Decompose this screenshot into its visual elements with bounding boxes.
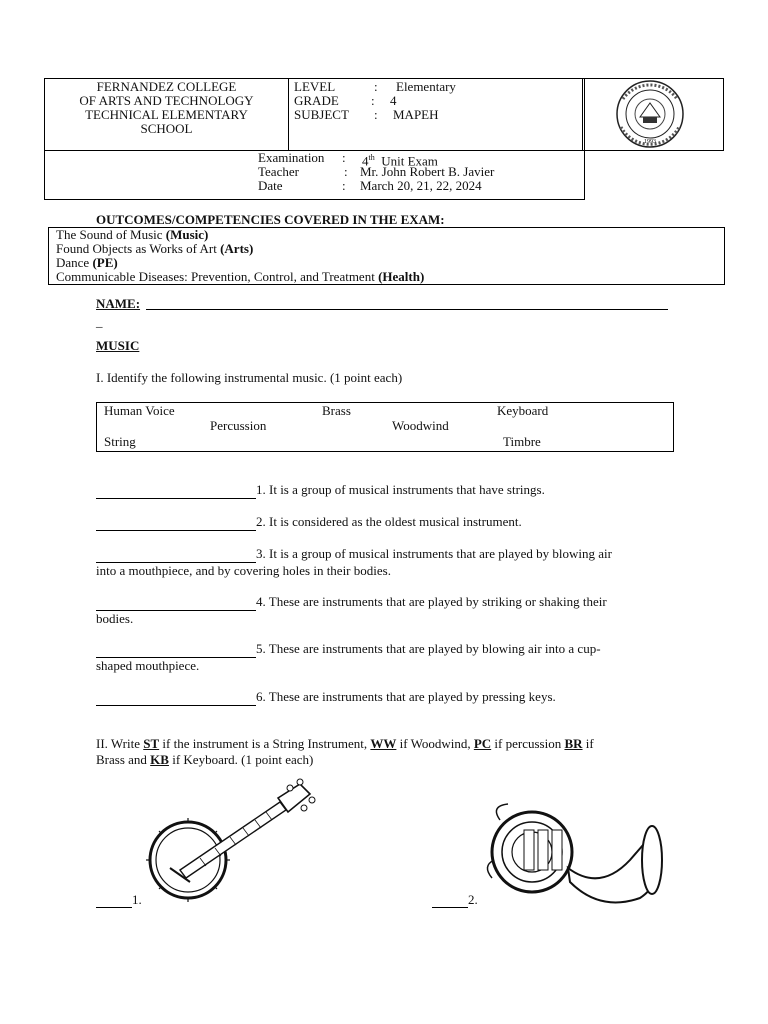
answer-blank[interactable]: [96, 689, 256, 706]
answer-blank[interactable]: [432, 892, 468, 908]
question-2: 2. It is considered as the oldest musical instrument.: [96, 514, 676, 531]
answer-blank[interactable]: [96, 641, 256, 658]
outcomes-title: OUTCOMES/COMPETENCIES COVERED IN THE EXAM:: [96, 212, 445, 227]
question-5: 5. These are instruments that are played by blowing air into a cup- shaped mouthpiece.: [96, 641, 601, 673]
name-dash: _: [96, 314, 103, 329]
answer-blank[interactable]: [96, 482, 256, 499]
banjo-icon: [140, 778, 320, 908]
name-input-line[interactable]: [146, 309, 668, 310]
part2-instruction: II. Write ST if the instrument is a String Instrument, WW if Woodwind, PC if percussion BR if Brass and KB if Keyboard. (1 point each): [96, 736, 594, 767]
question-6: 6. These are instruments that are played by pressing keys.: [96, 689, 676, 706]
answer-blank[interactable]: [96, 892, 132, 908]
choice-item: Keyboard: [497, 403, 549, 418]
school-seal-cell: [583, 78, 724, 151]
choice-item: Percussion: [210, 418, 267, 433]
outcomes-box: [48, 227, 725, 285]
choice-item: Human Voice: [104, 403, 175, 418]
outcome-item: Found Objects as Works of Art (Arts): [56, 241, 254, 256]
outcome-item: The Sound of Music (Music): [56, 227, 209, 242]
outcome-item: Communicable Diseases: Prevention, Control, and Treatment (Health): [56, 269, 425, 284]
school-name: FERNANDEZ COLLEGE OF ARTS AND TECHNOLOGY TECHNICAL ELEMENTARY SCHOOL: [79, 79, 254, 136]
music-heading: MUSIC: [96, 338, 140, 353]
answer-blank[interactable]: [96, 514, 256, 531]
answer-blank[interactable]: [96, 546, 256, 563]
choice-item: Brass: [322, 403, 351, 418]
choices-box: [96, 402, 674, 452]
header-table: FERNANDEZ COLLEGE OF ARTS AND TECHNOLOGY TECHNICAL ELEMENTARY SCHOOL LEVEL : Elementary GRADE : 4 SUBJECT : MAPEH Examination : 4th Unit Exam Teacher : Mr. John Robert B. Javier Date : March 20, 21, 22, 2024: [44, 78, 585, 200]
school-seal-icon: [583, 79, 723, 150]
question-4: 4. These are instruments that are played by striking or shaking their bodies.: [96, 594, 607, 626]
choice-item: Timbre: [503, 434, 541, 449]
choice-item: Woodwind: [392, 418, 449, 433]
french-horn-icon: [480, 800, 670, 910]
question-3: 3. It is a group of musical instruments that are played by blowing air into a mouthpiece, and by covering holes in their bodies.: [96, 546, 612, 578]
choice-item: String: [104, 434, 136, 449]
answer-blank[interactable]: [96, 594, 256, 611]
name-label: NAME:: [96, 296, 141, 311]
item-2: 2.: [432, 892, 478, 908]
outcome-item: Dance (PE): [56, 255, 118, 270]
svg-text:1993: 1993: [644, 139, 656, 145]
question-1: 1. It is a group of musical instruments that have strings.: [96, 482, 676, 499]
item-1: 1.: [96, 892, 142, 908]
part1-instruction: I. Identify the following instrumental music. (1 point each): [96, 370, 403, 385]
